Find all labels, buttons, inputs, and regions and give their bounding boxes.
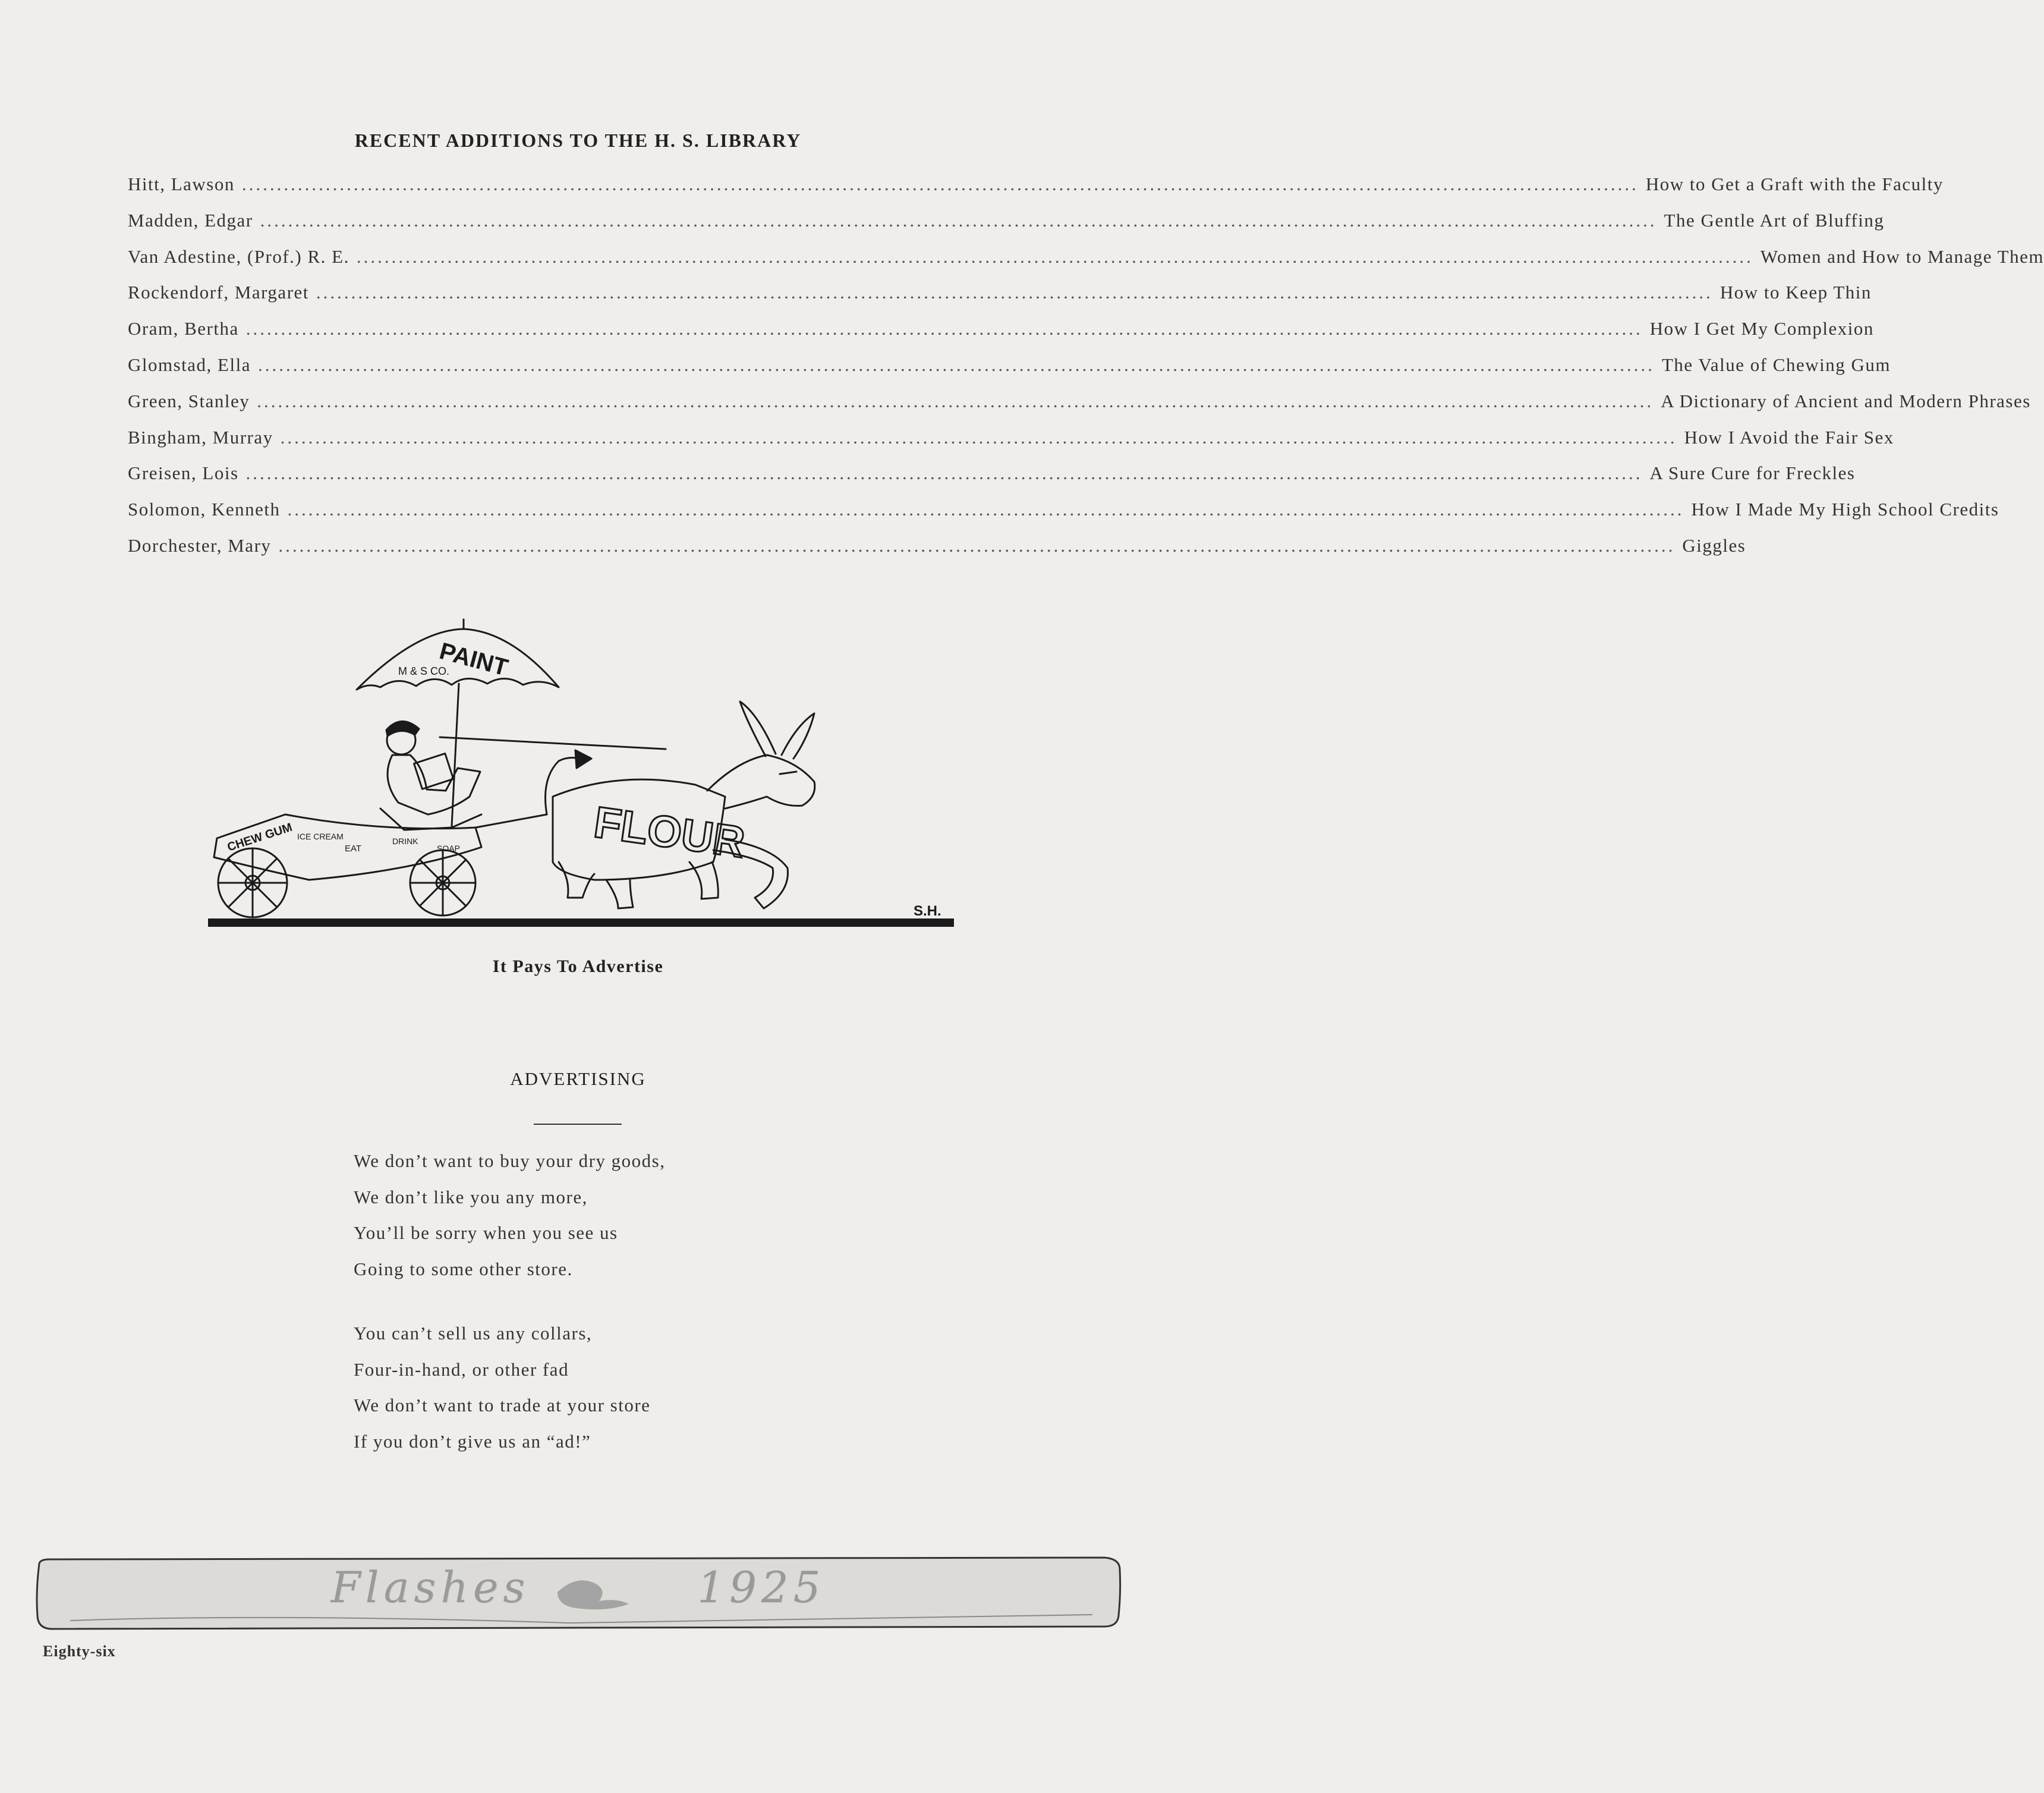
poem xyxy=(354,1150,889,1467)
student-name: Madden, Edgar xyxy=(128,209,253,231)
book-title: Giggles xyxy=(1682,534,1746,556)
banner-text xyxy=(0,1562,1156,1612)
dot-leader: ........................................................................................................................................................................................................ xyxy=(245,463,1643,484)
cartoon-caption: It Pays To Advertise xyxy=(492,957,664,976)
library-entry xyxy=(128,174,1944,210)
student-name: Dorchester, Mary xyxy=(128,534,272,556)
poem-line: We don’t want to buy your dry goods, xyxy=(354,1150,666,1171)
reins xyxy=(440,737,666,749)
dot-leader: ........................................................................................................................................................................................................ xyxy=(280,426,1677,448)
student-name: Van Adestine, (Prof.) R. E. xyxy=(128,246,349,267)
dot-leader: ........................................................................................................................................................................................................ xyxy=(287,499,1684,520)
student-name: Oram, Bertha xyxy=(128,318,239,339)
book-title: A Dictionary of Ancient and Modern Phrases xyxy=(1661,390,2031,411)
book-title: Women and How to Manage Them xyxy=(1760,246,2044,267)
student-name: Solomon, Kenneth xyxy=(128,499,281,520)
library-entry xyxy=(128,318,1874,354)
library-entry xyxy=(128,354,1891,391)
cart-sign: CHEW GUM xyxy=(225,820,294,854)
poem-line: If you don’t give us an “ad!” xyxy=(354,1430,591,1452)
book-title: A Sure Cure for Freckles xyxy=(1649,463,1856,484)
artist-initials: S.H. xyxy=(914,903,941,919)
book-title: The Gentle Art of Bluffing xyxy=(1664,209,1885,231)
dot-leader: ........................................................................................................................................................................................................ xyxy=(257,390,1654,411)
library-entry xyxy=(128,246,2044,282)
library-heading: RECENT ADDITIONS TO THE H. S. LIBRARY xyxy=(354,130,802,151)
ground-line xyxy=(208,918,954,927)
dot-leader: ........................................................................................................................................................................................................ xyxy=(278,534,1675,556)
poem-line: We don’t like you any more, xyxy=(354,1186,588,1207)
library-entry xyxy=(128,390,2031,427)
cart-label-1: ICE CREAM xyxy=(297,832,344,841)
banner-year: 1925 xyxy=(697,1562,826,1612)
blanket-label: FLOUR xyxy=(591,797,748,867)
library-entry xyxy=(128,426,1894,463)
cart-label-2: EAT xyxy=(345,844,362,854)
library-entry xyxy=(128,499,1999,535)
umbrella-label: PAINT xyxy=(436,637,511,681)
dot-leader: ........................................................................................................................................................................................................ xyxy=(257,354,1655,375)
poem-line: We don’t want to trade at your store xyxy=(354,1395,651,1415)
cart-label-4: SOAP xyxy=(437,844,460,853)
banner-title: Flashes xyxy=(330,1562,530,1612)
book-title: How I Made My High School Credits xyxy=(1691,499,1999,520)
student-name: Green, Stanley xyxy=(128,390,250,411)
title-divider xyxy=(534,1124,622,1125)
book-title: How to Get a Graft with the Faculty xyxy=(1645,174,1944,194)
cart-label-3: DRINK xyxy=(392,836,418,846)
library-entry xyxy=(128,282,1872,318)
book-title: How to Keep Thin xyxy=(1719,282,1872,303)
donkey-head xyxy=(707,755,815,809)
poem-line: You can’t sell us any collars, xyxy=(354,1323,593,1344)
book-title: The Value of Chewing Gum xyxy=(1661,354,1891,375)
advertising-cartoon xyxy=(202,618,957,951)
poem-line: You’ll be sorry when you see us xyxy=(354,1222,618,1243)
umbrella-sublabel: M & S CO. xyxy=(398,665,450,677)
poem-line: Four-in-hand, or other fad xyxy=(354,1358,569,1380)
dot-leader: ........................................................................................................................................................................................................ xyxy=(245,318,1643,339)
page-number: Eighty-six xyxy=(43,1643,116,1660)
student-name: Greisen, Lois xyxy=(128,463,239,484)
dot-leader: ........................................................................................................................................................................................................ xyxy=(241,174,1639,194)
book-title: How I Get My Complexion xyxy=(1649,318,1874,339)
book-title: How I Avoid the Fair Sex xyxy=(1684,426,1894,448)
student-name: Bingham, Murray xyxy=(128,426,273,448)
dot-leader: ........................................................................................................................................................................................................ xyxy=(260,209,1657,231)
student-name: Hitt, Lawson xyxy=(128,174,235,194)
student-name: Rockendorf, Margaret xyxy=(128,282,309,303)
poem-line: Going to some other store. xyxy=(354,1258,573,1279)
stanza-gap xyxy=(354,1294,889,1323)
library-entry xyxy=(128,534,1746,571)
newspaper xyxy=(414,753,453,789)
library-entry xyxy=(128,463,1856,499)
dot-leader: ........................................................................................................................................................................................................ xyxy=(356,246,1753,267)
dot-leader: ........................................................................................................................................................................................................ xyxy=(316,282,1713,303)
library-entry xyxy=(128,209,1885,246)
poem-title: ADVERTISING xyxy=(510,1068,646,1089)
student-name: Glomstad, Ella xyxy=(128,354,251,375)
library-list xyxy=(128,174,2044,571)
